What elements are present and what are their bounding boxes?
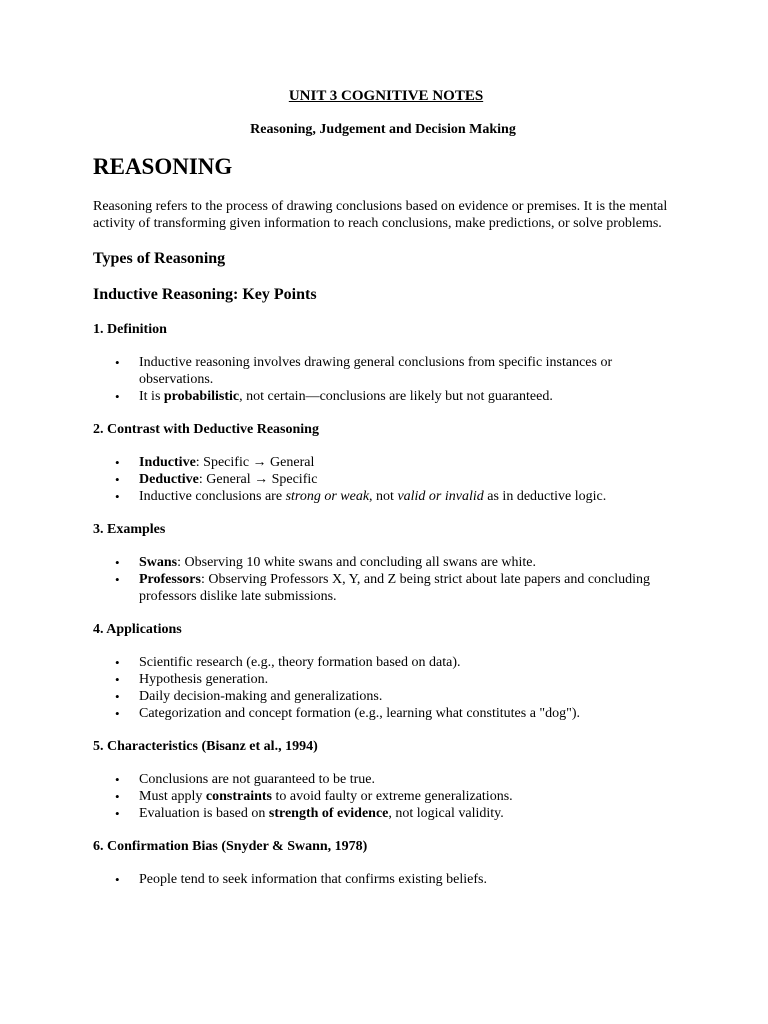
section-heading: REASONING <box>93 154 233 179</box>
bullet-icon: • <box>115 672 120 687</box>
bullet-icon: • <box>115 489 120 504</box>
bullet-icon: • <box>115 689 120 704</box>
document-title: UNIT 3 COGNITIVE NOTES <box>288 88 484 104</box>
types-heading: Types of Reasoning <box>93 250 226 267</box>
bullet-icon: • <box>115 455 120 470</box>
bullet-icon: • <box>115 355 120 370</box>
bold-text: strength of evidence <box>268 806 389 821</box>
bullet-icon: • <box>115 789 120 804</box>
bullet-list <box>93 454 683 505</box>
point-heading: 6. Confirmation Bias (Snyder & Swann, 1978) <box>93 839 368 854</box>
text-run: Must apply <box>139 789 206 804</box>
bullet-list <box>93 871 683 888</box>
bullet-list <box>93 771 683 822</box>
bold-text: Swans <box>139 555 178 570</box>
list-item <box>93 488 683 505</box>
text-run: Conclusions are not guaranteed to be true. <box>139 772 375 787</box>
document-subtitle: Reasoning, Judgement and Decision Making <box>250 122 516 137</box>
text-run: , not <box>369 489 398 504</box>
text-run: Scientific research (e.g., theory formation based on data). <box>139 655 461 670</box>
text-run: Daily decision-making and generalizations. <box>139 689 383 704</box>
bullet-icon: • <box>115 389 120 404</box>
text-run: Hypothesis generation. <box>139 672 269 687</box>
bold-text: constraints <box>205 789 273 804</box>
list-item <box>93 454 683 471</box>
text-run: : General → Specific <box>198 472 318 487</box>
bullet-icon: • <box>115 555 120 570</box>
list-item <box>93 571 683 605</box>
text-run: as in deductive logic. <box>483 489 607 504</box>
bullet-icon: • <box>115 572 120 587</box>
italic-text: strong or weak <box>285 489 370 504</box>
bullet-list <box>93 354 683 405</box>
list-item <box>93 654 683 671</box>
list-item <box>93 671 683 688</box>
bullet-icon: • <box>115 772 120 787</box>
list-item <box>93 554 683 571</box>
text-run: Evaluation is based on <box>139 806 269 821</box>
point-heading: 2. Contrast with Deductive Reasoning <box>93 422 319 437</box>
text-run: Inductive reasoning involves drawing general conclusions from specific instances or observations. <box>139 355 613 387</box>
document-body <box>93 152 683 904</box>
bold-text: Deductive <box>139 472 199 487</box>
text-run: : Observing 10 white swans and concluding all swans are white. <box>177 555 537 570</box>
bullet-icon: • <box>115 872 120 887</box>
point-heading: 1. Definition <box>93 322 167 337</box>
bullet-icon: • <box>115 806 120 821</box>
text-run: It is <box>139 389 164 404</box>
list-item <box>93 871 683 888</box>
bullet-icon: • <box>115 706 120 721</box>
bold-text: Inductive <box>139 455 196 470</box>
bold-text: Professors <box>139 572 201 587</box>
list-item <box>93 388 683 405</box>
text-run: People tend to seek information that confirms existing beliefs. <box>139 872 487 887</box>
list-item <box>93 354 683 388</box>
text-run: : Observing Professors X, Y, and Z being strict about late papers and concluding professors dislike late submissions. <box>139 572 651 604</box>
inductive-heading: Inductive Reasoning: Key Points <box>93 286 317 303</box>
list-item <box>93 688 683 705</box>
list-item <box>93 471 683 488</box>
text-run: Categorization and concept formation (e.g., learning what constitutes a "dog"). <box>139 706 581 721</box>
italic-text: valid or invalid <box>397 489 484 504</box>
point-heading: 3. Examples <box>93 522 166 537</box>
text-run: , not logical validity. <box>388 806 504 821</box>
bullet-icon: • <box>115 472 120 487</box>
list-item <box>93 771 683 788</box>
text-run: , not certain—conclusions are likely but not guaranteed. <box>239 389 553 404</box>
list-item <box>93 788 683 805</box>
list-item <box>93 705 683 722</box>
text-run: : Specific → General <box>195 455 315 470</box>
text-run: to avoid faulty or extreme generalizations. <box>272 789 513 804</box>
bullet-list <box>93 654 683 722</box>
point-heading: 5. Characteristics (Bisanz et al., 1994) <box>93 739 318 754</box>
point-heading: 4. Applications <box>93 622 182 637</box>
key-points <box>93 321 683 888</box>
intro-paragraph: Reasoning refers to the process of drawing conclusions based on evidence or premises. It is the mental activity of transforming given information to reach conclusions, make predictions, or solve problems. <box>93 199 668 231</box>
bullet-icon: • <box>115 655 120 670</box>
list-item <box>93 805 683 822</box>
bullet-list <box>93 554 683 605</box>
text-run: Inductive conclusions are <box>139 489 286 504</box>
bold-text: probabilistic <box>163 389 240 404</box>
